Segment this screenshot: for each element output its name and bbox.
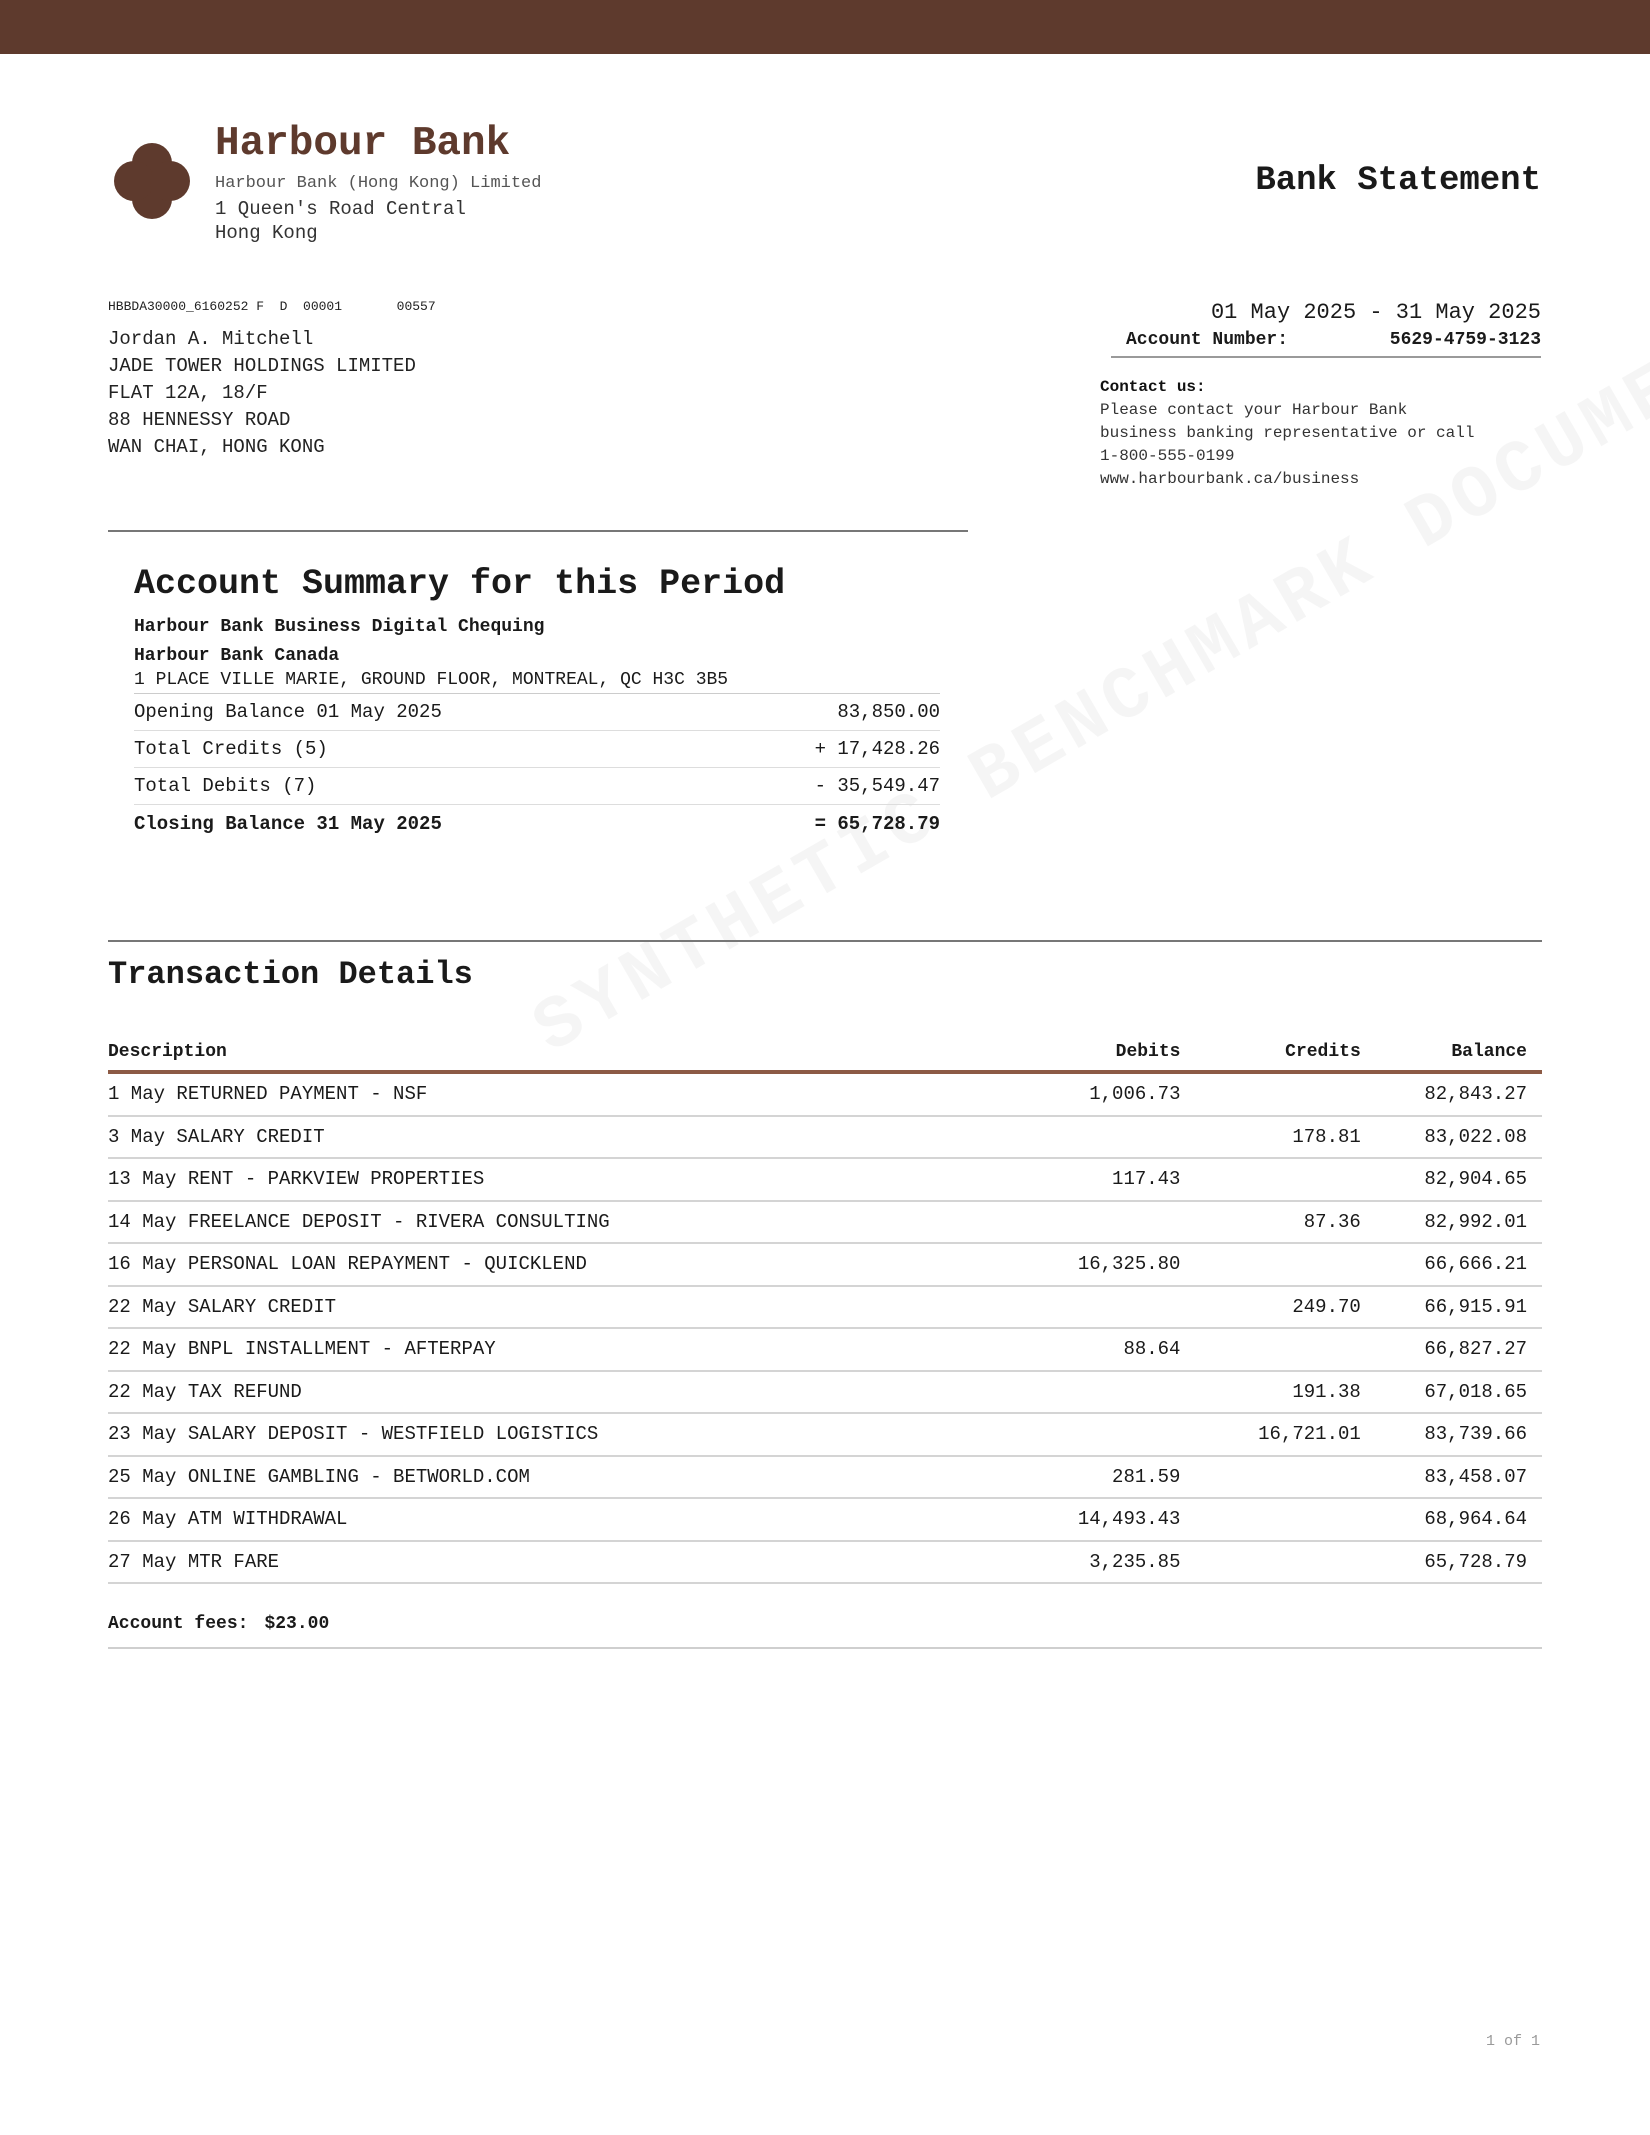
transactions-title: Transaction Details <box>108 956 473 993</box>
summary-row <box>134 694 940 731</box>
account-fees-value: $23.00 <box>264 1614 330 1634</box>
tx-balance: 66,666.21 <box>1424 1253 1527 1276</box>
statement-period: 01 May 2025 - 31 May 2025 <box>1210 300 1541 325</box>
recipient-address-line: FLAT 12A, 18/F <box>108 382 268 404</box>
bank-address <box>215 197 466 245</box>
column-header-debits: Debits <box>1115 1042 1181 1062</box>
tx-description: 3 May SALARY CREDIT <box>108 1125 325 1148</box>
table-row <box>108 1542 1542 1585</box>
table-row <box>108 1457 1542 1500</box>
column-header-description: Description <box>108 1042 227 1062</box>
summary-label: Opening Balance 01 May 2025 <box>134 701 442 723</box>
fees-bottom-divider <box>108 1647 1542 1649</box>
account-number: 5629-4759-3123 <box>1389 330 1541 350</box>
column-header-balance: Balance <box>1451 1042 1527 1062</box>
tx-debit: 14,493.43 <box>1077 1508 1181 1531</box>
tx-description: 27 May MTR FARE <box>108 1550 280 1573</box>
summary-label: Total Debits (7) <box>134 775 317 797</box>
tx-balance: 83,739.66 <box>1424 1423 1527 1446</box>
table-row <box>108 1287 1542 1330</box>
summary-value: + 17,428.26 <box>814 738 940 760</box>
summary-row <box>134 731 940 768</box>
table-row <box>108 1414 1542 1457</box>
bank-name: Harbour Bank <box>215 121 511 167</box>
bank-address-line: 1 Queen's Road Central <box>215 198 466 220</box>
tx-balance: 65,728.79 <box>1424 1550 1527 1573</box>
branch-name: Harbour Bank Canada <box>134 646 340 666</box>
bank-address-line: Hong Kong <box>215 222 318 244</box>
account-product: Harbour Bank Business Digital Chequing <box>134 617 545 637</box>
table-row <box>108 1117 1542 1160</box>
summary-top-divider <box>108 530 968 532</box>
table-row <box>108 1329 1542 1372</box>
table-row <box>108 1159 1542 1202</box>
tx-debit: 16,325.80 <box>1077 1253 1181 1276</box>
table-row <box>108 1372 1542 1415</box>
summary-label: Total Credits (5) <box>134 738 328 760</box>
table-row <box>108 1244 1542 1287</box>
summary-value: = 65,728.79 <box>814 812 940 835</box>
tx-description: 1 May RETURNED PAYMENT - NSF <box>108 1083 428 1106</box>
recipient-address-line: WAN CHAI, HONG KONG <box>108 436 325 458</box>
contact-block <box>1100 376 1550 491</box>
tx-balance: 82,843.27 <box>1424 1083 1527 1106</box>
tx-debit: 88.64 <box>1123 1338 1181 1361</box>
tx-balance: 83,022.08 <box>1424 1125 1527 1148</box>
table-header <box>108 1034 1542 1074</box>
tx-description: 14 May FREELANCE DEPOSIT - RIVERA CONSULTING <box>108 1210 610 1233</box>
tx-balance: 66,827.27 <box>1424 1338 1527 1361</box>
tx-description: 23 May SALARY DEPOSIT - WESTFIELD LOGISTICS <box>108 1423 599 1446</box>
contact-text: business banking representative or call <box>1100 424 1475 442</box>
tx-credit: 87.36 <box>1303 1210 1361 1233</box>
transactions-table <box>108 1034 1542 1584</box>
tx-debit: 117.43 <box>1112 1168 1181 1191</box>
tx-debit: 3,235.85 <box>1089 1550 1181 1573</box>
account-fees <box>108 1614 329 1634</box>
tx-balance: 66,915.91 <box>1424 1295 1527 1318</box>
tx-debit: 1,006.73 <box>1089 1083 1181 1106</box>
recipient-name: Jordan A. Mitchell <box>108 328 314 350</box>
tx-credit: 249.70 <box>1292 1295 1361 1318</box>
table-row <box>108 1202 1542 1245</box>
summary-title: Account Summary for this Period <box>134 564 786 604</box>
summary-label: Closing Balance 31 May 2025 <box>134 812 442 835</box>
tx-description: 13 May RENT - PARKVIEW PROPERTIES <box>108 1168 485 1191</box>
branch-address: 1 PLACE VILLE MARIE, GROUND FLOOR, MONTREAL, QC H3C 3B5 <box>134 670 940 694</box>
tx-credit: 178.81 <box>1292 1125 1361 1148</box>
contact-title: Contact us: <box>1100 378 1206 396</box>
tx-balance: 82,904.65 <box>1424 1168 1527 1191</box>
tx-description: 22 May BNPL INSTALLMENT - AFTERPAY <box>108 1338 496 1361</box>
tx-description: 25 May ONLINE GAMBLING - BETWORLD.COM <box>108 1465 530 1488</box>
account-fees-label: Account fees: <box>108 1614 249 1634</box>
tx-debit: 281.59 <box>1112 1465 1181 1488</box>
tx-description: 26 May ATM WITHDRAWAL <box>108 1508 348 1531</box>
summary-value: - 35,549.47 <box>814 775 940 797</box>
tx-credit: 16,721.01 <box>1258 1423 1361 1446</box>
summary-row <box>134 805 940 842</box>
contact-text: Please contact your Harbour Bank <box>1100 401 1408 419</box>
summary-value: 83,850.00 <box>837 701 940 723</box>
recipient-company: JADE TOWER HOLDINGS LIMITED <box>108 355 416 377</box>
bank-logo-icon <box>112 141 192 221</box>
tx-description: 22 May TAX REFUND <box>108 1380 302 1403</box>
column-header-credits: Credits <box>1285 1042 1361 1062</box>
tx-balance: 83,458.07 <box>1424 1465 1527 1488</box>
account-number-label: Account Number: <box>1126 330 1289 350</box>
table-row <box>108 1499 1542 1542</box>
contact-phone: 1-800-555-0199 <box>1100 447 1235 465</box>
account-number-row <box>1111 330 1541 358</box>
transactions-top-divider <box>108 940 1542 942</box>
tx-description: 16 May PERSONAL LOAN REPAYMENT - QUICKLEND <box>108 1253 587 1276</box>
tx-balance: 67,018.65 <box>1424 1380 1527 1403</box>
reference-code: HBBDA30000_6160252 F D 00001 00557 <box>108 299 436 314</box>
page-number: 1 of 1 <box>1485 2033 1540 2050</box>
top-brand-band <box>0 0 1650 54</box>
tx-balance: 68,964.64 <box>1424 1508 1527 1531</box>
summary-row <box>134 768 940 805</box>
table-row <box>108 1074 1542 1117</box>
tx-credit: 191.38 <box>1292 1380 1361 1403</box>
recipient-address-line: 88 HENNESSY ROAD <box>108 409 291 431</box>
document-title: Bank Statement <box>1255 162 1541 200</box>
bank-entity: Harbour Bank (Hong Kong) Limited <box>215 174 542 193</box>
tx-description: 22 May SALARY CREDIT <box>108 1295 337 1318</box>
tx-balance: 82,992.01 <box>1424 1210 1527 1233</box>
summary-table <box>134 694 940 842</box>
recipient-address <box>108 326 416 461</box>
contact-website: www.harbourbank.ca/business <box>1100 470 1360 488</box>
